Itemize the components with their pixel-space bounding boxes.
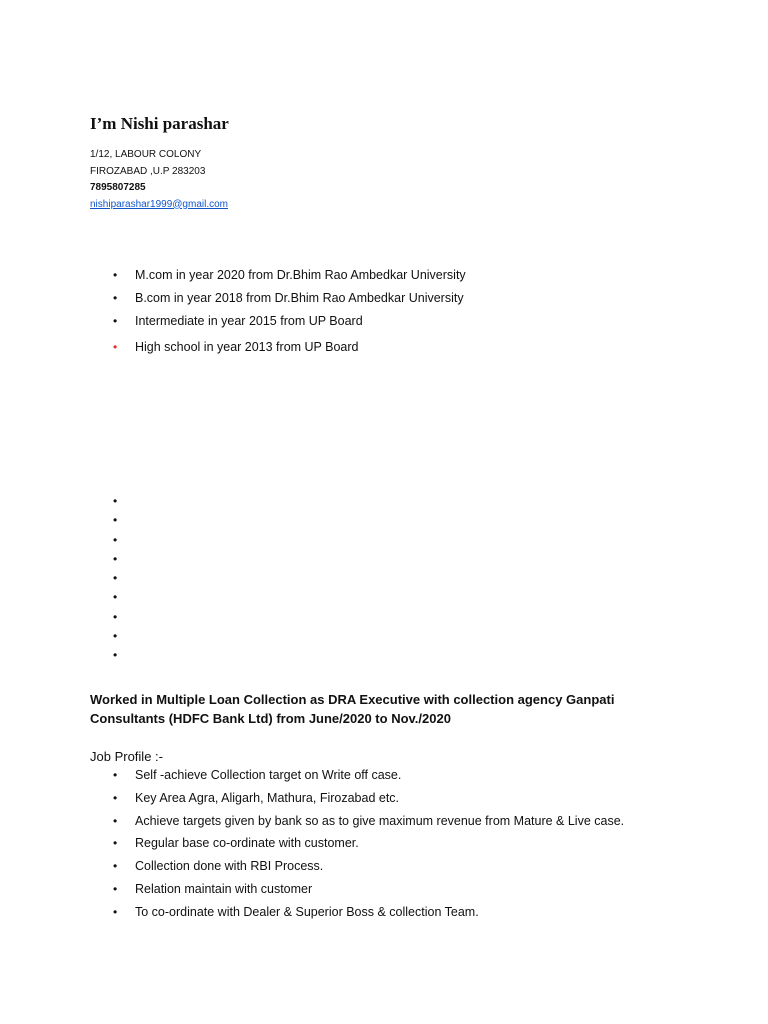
address-line-1: 1/12, LABOUR COLONY [90,149,202,160]
empty-bullet-icon: • [113,629,118,644]
empty-bullet-icon: • [113,590,118,605]
bullet-icon: • [113,291,118,305]
education-item [0,312,768,335]
bullet-icon: • [113,881,118,896]
bullet-icon: • [113,768,118,782]
bullet-icon: • [113,836,118,851]
job-profile-item [0,903,768,926]
experience-heading-line-2: Consultants (HDFC Bank Ltd) from June/2020 to Nov./2020 [90,711,451,726]
empty-bullet-icon: • [113,609,118,624]
education-item-text: M.com in year 2020 from Dr.Bhim Rao Ambedkar University [135,268,466,282]
education-item [0,289,768,312]
job-profile-item [0,880,768,903]
bullet-icon: • [113,859,118,874]
empty-bullet-icon: • [113,494,118,508]
experience-heading-line-1: Worked in Multiple Loan Collection as DRA Executive with collection agency Ganpati [90,692,615,707]
empty-bullet-icon: • [113,532,118,547]
phone-number: 7895807285 [90,182,146,193]
job-profile-item-text: Self -achieve Collection target on Write off case. [135,768,402,782]
contact-block [90,147,228,213]
job-profile-item-text: To co-ordinate with Dealer & Superior Boss & collection Team. [135,904,479,919]
job-profile-item-text: Regular base co-ordinate with customer. [135,836,359,851]
experience-heading [90,690,670,728]
empty-bullet-icon: • [113,551,118,566]
bullet-icon: • [113,268,118,282]
education-item-text: Intermediate in year 2015 from UP Board [135,314,363,328]
bullet-icon: • [113,790,118,805]
job-profile-item-text: Collection done with RBI Process. [135,859,324,874]
address-line-2: FIROZABAD ,U.P 283203 [90,165,206,177]
job-profile-item [0,857,768,880]
bullet-icon: • [113,904,118,919]
empty-bullet-list [113,492,117,666]
empty-bullet-icon: • [113,648,118,663]
job-profile-title: Job Profile :- [90,749,163,764]
education-item-text: High school in year 2013 from UP Board [135,340,359,354]
email-link[interactable]: nishiparashar1999@gmail.com [90,198,228,210]
job-profile-list [0,766,768,926]
empty-bullet-icon: • [113,513,118,528]
job-profile-item [0,834,768,857]
candidate-name: I’m Nishi parashar [90,114,229,133]
education-item [0,338,768,361]
bullet-icon: • [113,340,118,354]
job-profile-item [0,789,768,812]
empty-bullet-icon: • [113,571,118,586]
bullet-icon: • [113,813,118,828]
education-list [0,266,768,361]
education-item [0,266,768,289]
job-profile-item [0,812,768,835]
job-profile-item [0,766,768,789]
bullet-icon: • [113,314,118,328]
job-profile-item-text: Key Area Agra, Aligarh, Mathura, Firozabad etc. [135,790,400,805]
education-item-text: B.com in year 2018 from Dr.Bhim Rao Ambedkar University [135,291,464,305]
job-profile-item-text: Relation maintain with customer [135,881,313,896]
job-profile-item-text: Achieve targets given by bank so as to give maximum revenue from Mature & Live case. [135,813,625,828]
